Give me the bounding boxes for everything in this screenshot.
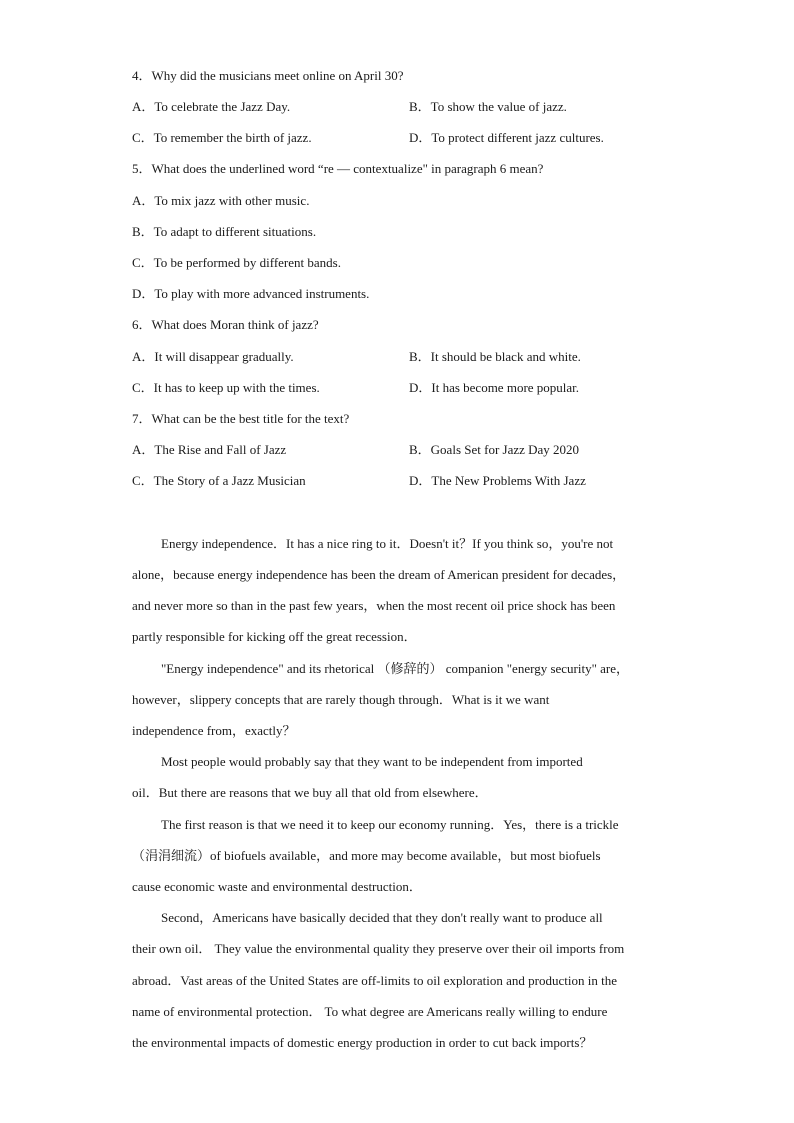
question-5-stem: 5．What does the underlined word “re — contextualize" in paragraph 6 mean? bbox=[132, 161, 544, 176]
passage-line: Energy independence．It has a nice ring to it．Doesn't it？If you think so，you're not bbox=[161, 536, 614, 551]
question-6-option-b: B．It should be black and white. bbox=[409, 349, 581, 364]
passage-line: however，slippery concepts that are rarely though through．What is it we want bbox=[132, 692, 550, 707]
passage-line: "Energy independence" and its rhetorical （修辞的） companion "energy security" are， bbox=[161, 661, 630, 676]
passage-line: independence from，exactly？ bbox=[132, 723, 296, 738]
question-7-stem: 7．What can be the best title for the text? bbox=[132, 411, 350, 426]
question-6-option-d: D．It has become more popular. bbox=[409, 380, 580, 395]
question-7-option-a: A．The Rise and Fall of Jazz bbox=[132, 442, 287, 457]
question-6-stem: 6．What does Moran think of jazz? bbox=[132, 317, 319, 332]
question-4-stem: 4．Why did the musicians meet online on April 30? bbox=[132, 68, 404, 83]
question-5-option-d: D．To play with more advanced instruments. bbox=[132, 286, 370, 301]
question-4-option-c: C．To remember the birth of jazz. bbox=[132, 130, 312, 145]
question-5-option-c: C．To be performed by different bands. bbox=[132, 255, 341, 270]
question-6-option-a: A．It will disappear gradually. bbox=[132, 349, 294, 364]
question-7-option-d: D．The New Problems With Jazz bbox=[409, 473, 586, 488]
passage-line: The first reason is that we need it to keep our economy running．Yes，there is a trickle bbox=[161, 817, 619, 832]
passage-line: oil．But there are reasons that we buy all that old from elsewhere． bbox=[132, 785, 488, 800]
passage-line: and never more so than in the past few years，when the most recent oil price shock has been bbox=[132, 598, 616, 613]
passage-line: alone，because energy independence has been the dream of American president for decades， bbox=[132, 567, 626, 582]
passage-line: cause economic waste and environmental destruction． bbox=[132, 879, 422, 894]
passage-line: Second，Americans have basically decided that they don't really want to produce all bbox=[161, 910, 603, 925]
passage-line: partly responsible for kicking off the great recession． bbox=[132, 629, 417, 644]
question-4-option-b: B．To show the value of jazz. bbox=[409, 99, 567, 114]
passage-line: （涓涓细流）of biofuels available，and more may become available，but most biofuels bbox=[132, 848, 601, 863]
question-6-option-c: C．It has to keep up with the times. bbox=[132, 380, 320, 395]
passage-line: the environmental impacts of domestic energy production in order to cut back imports？ bbox=[132, 1035, 593, 1050]
question-5-option-a: A．To mix jazz with other music. bbox=[132, 193, 310, 208]
passage-line: their own oil． They value the environmental quality they preserve over their oil imports from bbox=[132, 941, 625, 956]
passage-line: abroad．Vast areas of the United States are off-limits to oil exploration and production in the bbox=[132, 973, 617, 988]
question-7-option-b: B．Goals Set for Jazz Day 2020 bbox=[409, 442, 580, 457]
question-4-option-d: D．To protect different jazz cultures. bbox=[409, 130, 604, 145]
question-5-option-b: B．To adapt to different situations. bbox=[132, 224, 317, 239]
question-4-option-a: A．To celebrate the Jazz Day. bbox=[132, 99, 291, 114]
passage-line: name of environmental protection． To what degree are Americans really willing to endure bbox=[132, 1004, 608, 1019]
passage-line: Most people would probably say that they want to be independent from imported bbox=[161, 754, 583, 769]
question-7-option-c: C．The Story of a Jazz Musician bbox=[132, 473, 306, 488]
